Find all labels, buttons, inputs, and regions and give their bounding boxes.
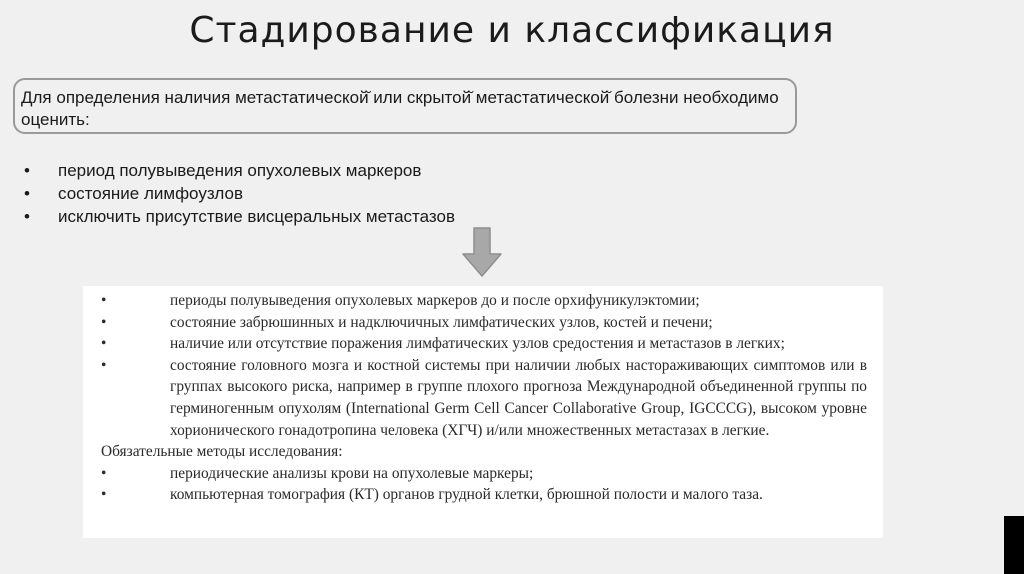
callout-box [13, 78, 797, 134]
callout-text: Для определения наличия метастатической̆ или скрытой̆ метастатической̆ болезни необходимо оценить: [21, 88, 779, 129]
bullet-glyph: • [101, 335, 107, 353]
list-item [101, 463, 867, 485]
list-item [101, 333, 867, 355]
list-item [24, 159, 455, 182]
list-item-text: состояние головного мозга и костной системы при наличии любых настораживающих симптомов или в группах высокого риска, например в группе плохого прогноза Международной объединенной группы по герминогенным опухолям (International Germ Cell Cancer Collaborative Group, IGCCCG), высоком уровне хорионического гонадотропина человека (ХГЧ) и/или множественных метастазах в легкие. [170, 356, 867, 439]
slide-title: Стадирование и классификация [189, 10, 835, 51]
list-item [24, 205, 455, 228]
bullet-glyph: • [24, 161, 30, 180]
list-item-text: период полувыведения опухолевых маркеров [58, 161, 422, 180]
scanned-text-image [83, 286, 883, 538]
bullet-list [24, 159, 455, 228]
bullet-glyph: • [101, 486, 107, 504]
list-item-text: периодические анализы крови на опухолевые маркеры; [170, 464, 534, 482]
edge-bar [1004, 516, 1024, 574]
list-item [101, 312, 867, 334]
list-item [101, 290, 867, 312]
list-item-text: периоды полувыведения опухолевых маркеров до и после орхифуникулэктомии; [170, 292, 700, 309]
bullet-glyph: • [101, 464, 107, 482]
down-arrow-icon [461, 226, 503, 278]
bullet-glyph: • [24, 184, 30, 203]
list-item-text: компьютерная томография (КТ) органов грудной клетки, брюшной полости и малого таза. [170, 486, 763, 504]
bullet-glyph: • [24, 207, 30, 226]
list-item-text: состояние лимфоузлов [58, 184, 244, 203]
list-item-text: наличие или отсутствие поражения лимфатических узлов средостения и метастазов в легких; [170, 335, 785, 353]
bullet-glyph: • [101, 292, 107, 309]
list-item [101, 484, 867, 506]
bullet-glyph: • [101, 313, 107, 331]
list-item [24, 182, 455, 205]
list-item [101, 355, 867, 441]
bullet-glyph: • [101, 356, 107, 374]
list-item-text: исключить присутствие висцеральных метастазов [58, 207, 456, 226]
scan-subheading: Обязательные методы исследования: [101, 443, 343, 461]
list-item-text: состояние забрюшинных и надключичных лимфатических узлов, костей и печени; [170, 313, 713, 331]
